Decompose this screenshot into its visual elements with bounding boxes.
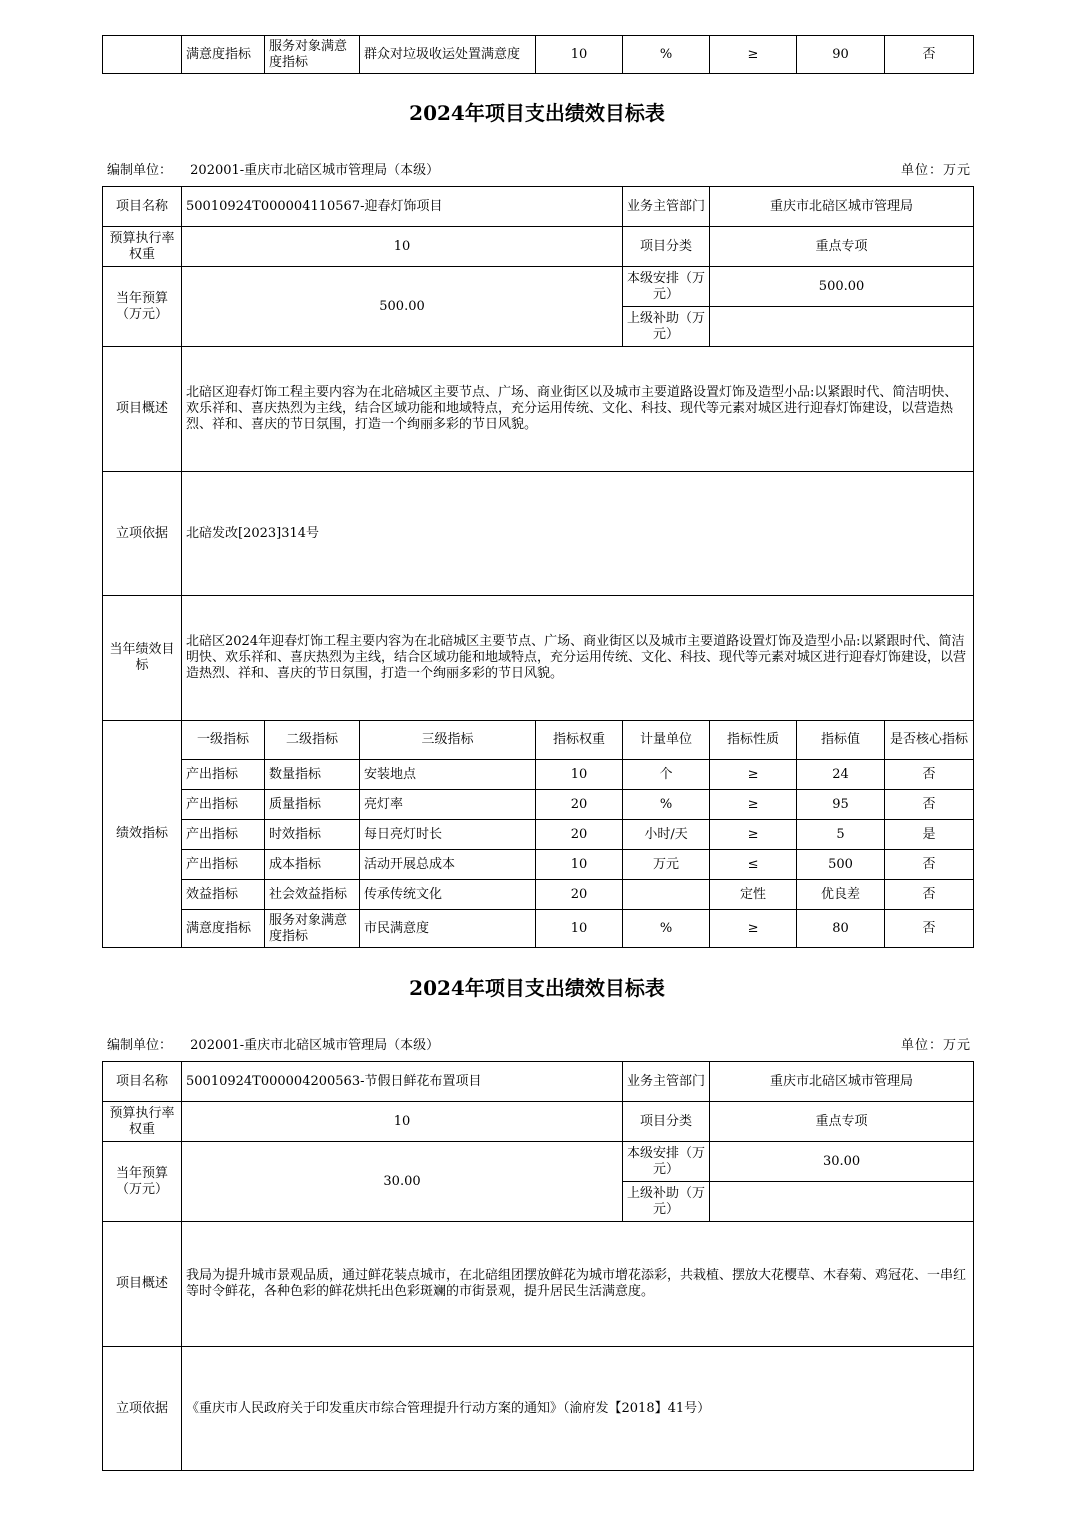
local-label: 本级安排（万元） xyxy=(623,267,710,307)
project-name-value: 50010924T000004200563-节假日鲜花布置项目 xyxy=(182,1062,623,1102)
weight-label: 预算执行率权重 xyxy=(103,227,182,267)
level2-cell: 服务对象满意度指标 xyxy=(265,36,360,74)
table-row xyxy=(103,760,974,790)
category-label: 项目分类 xyxy=(623,227,710,267)
unit-cell: 个 xyxy=(623,760,710,790)
level1-cell: 满意度指标 xyxy=(182,36,265,74)
unit-cell: 万元 xyxy=(623,850,710,880)
nature-cell: ≥ xyxy=(710,760,797,790)
level2-cell: 服务对象满意度指标 xyxy=(265,910,360,948)
level3-cell: 活动开展总成本 xyxy=(360,850,536,880)
unit-label: 编制单位： xyxy=(107,1038,173,1053)
level1-cell: 效益指标 xyxy=(182,880,265,910)
budget-value: 30.00 xyxy=(182,1142,623,1222)
core-cell: 否 xyxy=(885,36,974,74)
unit-line xyxy=(107,1034,973,1053)
basis-label: 立项依据 xyxy=(103,1347,182,1471)
dept-value: 重庆市北碚区城市管理局 xyxy=(710,1062,974,1102)
core-cell: 是 xyxy=(885,820,974,850)
category-value: 重点专项 xyxy=(710,1102,974,1142)
header-cell: 指标权重 xyxy=(536,721,623,760)
top-fragment-table xyxy=(102,35,974,74)
indicators-label: 绩效指标 xyxy=(103,721,182,948)
overview-label: 项目概述 xyxy=(103,347,182,472)
weight-cell: 10 xyxy=(536,850,623,880)
table-row xyxy=(103,267,974,307)
unit-value: 202001-重庆市北碚区城市管理局（本级） xyxy=(190,163,440,178)
header-cell: 是否核心指标 xyxy=(885,721,974,760)
indicator-header-row xyxy=(103,721,974,760)
superior-value xyxy=(710,307,974,347)
table-row xyxy=(103,347,974,472)
overview-value: 我局为提升城市景观品质，通过鲜花装点城市，在北碚组团摆放鲜花为城市增花添彩，共栽植、摆放大花樱草、木春菊、鸡冠花、一串红等时令鲜花，各种色彩的鲜花烘托出色彩斑斓的市街景观，提升居民生活满意度。 xyxy=(182,1222,974,1347)
level2-cell: 数量指标 xyxy=(265,760,360,790)
unit-value: 202001-重庆市北碚区城市管理局（本级） xyxy=(190,1038,440,1053)
project-name-value: 50010924T000004110567-迎春灯饰项目 xyxy=(182,187,623,227)
level2-cell: 成本指标 xyxy=(265,850,360,880)
overview-value: 北碚区迎春灯饰工程主要内容为在北碚城区主要节点、广场、商业街区以及城市主要道路设置灯饰及造型小品:以紧跟时代、简洁明快、欢乐祥和、喜庆热烈为主线，结合区域功能和地域特点，充分运用传统、文化、科技、现代等元素对城区进行迎春灯饰建设，以营造热烈、祥和、喜庆的节日氛围，打造一个绚丽多彩的节日风貌。 xyxy=(182,347,974,472)
core-cell: 否 xyxy=(885,790,974,820)
table-row xyxy=(103,1062,974,1102)
local-label: 本级安排（万元） xyxy=(623,1142,710,1182)
level2-cell: 社会效益指标 xyxy=(265,880,360,910)
core-cell: 否 xyxy=(885,850,974,880)
header-cell: 三级指标 xyxy=(360,721,536,760)
table-row xyxy=(103,880,974,910)
performance-table xyxy=(102,1061,974,1471)
table-row xyxy=(103,850,974,880)
basis-value: 北碚发改[2023]314号 xyxy=(182,472,974,596)
nature-cell: ≥ xyxy=(710,820,797,850)
level1-cell: 产出指标 xyxy=(182,790,265,820)
table-row xyxy=(103,227,974,267)
performance-table xyxy=(102,186,974,948)
superior-label: 上级补助（万元） xyxy=(623,307,710,347)
weight-value: 10 xyxy=(182,227,623,267)
header-cell: 二级指标 xyxy=(265,721,360,760)
table-row xyxy=(103,1347,974,1471)
value-cell: 80 xyxy=(797,910,885,948)
value-cell: 5 xyxy=(797,820,885,850)
dept-label: 业务主管部门 xyxy=(623,187,710,227)
table-row xyxy=(103,472,974,596)
header-cell: 指标值 xyxy=(797,721,885,760)
level1-cell: 产出指标 xyxy=(182,820,265,850)
core-cell: 否 xyxy=(885,910,974,948)
unit-label: 编制单位： xyxy=(107,163,173,178)
unit-cell: % xyxy=(623,790,710,820)
category-value: 重点专项 xyxy=(710,227,974,267)
level1-cell: 满意度指标 xyxy=(182,910,265,948)
value-cell: 95 xyxy=(797,790,885,820)
category-label: 项目分类 xyxy=(623,1102,710,1142)
level1-cell: 产出指标 xyxy=(182,850,265,880)
table-row xyxy=(103,596,974,721)
nature-cell: ≥ xyxy=(710,790,797,820)
superior-value xyxy=(710,1182,974,1222)
table-row xyxy=(103,1142,974,1182)
dept-label: 业务主管部门 xyxy=(623,1062,710,1102)
weight-cell: 10 xyxy=(536,760,623,790)
value-cell: 24 xyxy=(797,760,885,790)
local-value: 500.00 xyxy=(710,267,974,307)
value-cell: 500 xyxy=(797,850,885,880)
unit-cell xyxy=(623,880,710,910)
table-row xyxy=(103,1102,974,1142)
weight-cell: 20 xyxy=(536,790,623,820)
level3-cell: 安装地点 xyxy=(360,760,536,790)
table-row xyxy=(103,790,974,820)
table-row xyxy=(103,187,974,227)
weight-value: 10 xyxy=(182,1102,623,1142)
dept-value: 重庆市北碚区城市管理局 xyxy=(710,187,974,227)
table-row xyxy=(103,910,974,948)
level2-cell: 时效指标 xyxy=(265,820,360,850)
value-cell: 90 xyxy=(797,36,885,74)
unit-line xyxy=(107,159,973,178)
weight-label: 预算执行率权重 xyxy=(103,1102,182,1142)
core-cell: 否 xyxy=(885,880,974,910)
page-title: 2024年项目支出绩效目标表 xyxy=(409,101,665,125)
nature-cell: ≥ xyxy=(710,36,797,74)
core-cell: 否 xyxy=(885,760,974,790)
level3-cell: 亮灯率 xyxy=(360,790,536,820)
unit-cell: 小时/天 xyxy=(623,820,710,850)
nature-cell: ≥ xyxy=(710,910,797,948)
level3-cell: 传承传统文化 xyxy=(360,880,536,910)
budget-label: 当年预算（万元） xyxy=(103,1142,182,1222)
table-row xyxy=(103,1222,974,1347)
basis-value: 《重庆市人民政府关于印发重庆市综合管理提升行动方案的通知》（渝府发【2018】41号） xyxy=(182,1347,974,1471)
local-value: 30.00 xyxy=(710,1142,974,1182)
weight-cell: 20 xyxy=(536,820,623,850)
weight-cell: 20 xyxy=(536,880,623,910)
nature-cell: ≤ xyxy=(710,850,797,880)
weight-cell: 10 xyxy=(536,910,623,948)
budget-label: 当年预算（万元） xyxy=(103,267,182,347)
level2-cell: 质量指标 xyxy=(265,790,360,820)
project-name-label: 项目名称 xyxy=(103,1062,182,1102)
level3-cell: 群众对垃圾收运处置满意度 xyxy=(360,36,536,74)
table-row xyxy=(103,36,974,74)
unit-cell: % xyxy=(623,36,710,74)
unit-cell: % xyxy=(623,910,710,948)
goal-value: 北碚区2024年迎春灯饰工程主要内容为在北碚城区主要节点、广场、商业街区以及城市主要道路设置灯饰及造型小品:以紧跟时代、简洁明快、欢乐祥和、喜庆热烈为主线，结合区域功能和地域特点，充分运用传统、文化、科技、现代等元素对城区进行迎春灯饰建设，以营造热烈、祥和、喜庆的节日氛围，打造一个绚丽多彩的节日风貌。 xyxy=(182,596,974,721)
money-unit: 单位：万元 xyxy=(900,1038,971,1053)
goal-label: 当年绩效目标 xyxy=(103,596,182,721)
table-row xyxy=(103,820,974,850)
basis-label: 立项依据 xyxy=(103,472,182,596)
superior-label: 上级补助（万元） xyxy=(623,1182,710,1222)
weight-cell: 10 xyxy=(536,36,623,74)
header-cell: 计量单位 xyxy=(623,721,710,760)
level3-cell: 市民满意度 xyxy=(360,910,536,948)
level1-cell: 产出指标 xyxy=(182,760,265,790)
header-cell: 指标性质 xyxy=(710,721,797,760)
level3-cell: 每日亮灯时长 xyxy=(360,820,536,850)
nature-cell: 定性 xyxy=(710,880,797,910)
project-name-label: 项目名称 xyxy=(103,187,182,227)
budget-value: 500.00 xyxy=(182,267,623,347)
empty-cell xyxy=(103,36,182,74)
header-cell: 一级指标 xyxy=(182,721,265,760)
money-unit: 单位：万元 xyxy=(900,163,971,178)
overview-label: 项目概述 xyxy=(103,1222,182,1347)
value-cell: 优良差 xyxy=(797,880,885,910)
page-title: 2024年项目支出绩效目标表 xyxy=(409,976,665,1000)
